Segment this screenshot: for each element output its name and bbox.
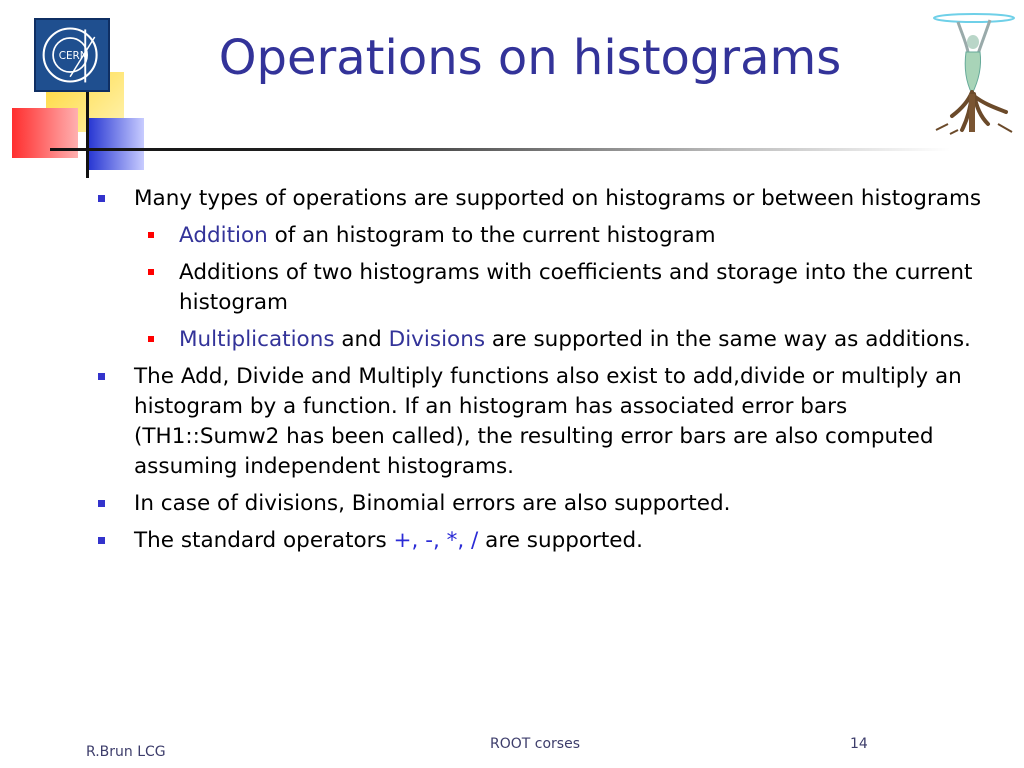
list-item xyxy=(96,258,996,318)
list-item-text: are supported in the same way as additions. xyxy=(485,327,971,352)
list-item-text: In case of divisions, Binomial errors are also supported. xyxy=(134,491,731,516)
cern-logo xyxy=(34,18,110,92)
list-item xyxy=(96,489,996,519)
list-item xyxy=(96,526,996,556)
bullet-square-icon xyxy=(148,232,154,238)
list-item xyxy=(96,362,996,482)
list-item-text: and xyxy=(334,327,389,352)
list-item-text: The standard operators xyxy=(134,528,394,553)
list-item xyxy=(96,184,996,214)
list-item xyxy=(96,221,996,251)
operators-text: +, -, *, / xyxy=(393,528,479,553)
bullet-square-icon xyxy=(98,195,105,202)
list-item-text: Many types of operations are supported on histograms or between histograms xyxy=(134,186,982,211)
highlight-divisions: Divisions xyxy=(388,327,486,352)
deco-blue-square xyxy=(86,118,144,170)
footer-author: R.Brun LCG xyxy=(86,744,166,760)
list-item-text: The Add, Divide and Multiply functions also exist to add,divide or multiply an histogram by a function. If an histogram has associated error bars (TH1::Sumw2 has been called), the resulting error bars are also computed assuming independent histograms. xyxy=(134,364,962,479)
page-number: 14 xyxy=(850,736,868,752)
list-item-text: Additions of two histograms with coefficients and storage into the current histogram xyxy=(179,260,973,315)
bullet-square-icon xyxy=(98,373,105,380)
list-item-text: are supported. xyxy=(478,528,644,553)
list-item xyxy=(96,325,996,355)
page-title: Operations on histograms xyxy=(218,30,842,86)
highlight-addition: Addition xyxy=(179,223,268,248)
bullet-square-icon xyxy=(148,336,154,342)
bullet-square-icon xyxy=(98,500,105,507)
bullet-square-icon xyxy=(98,537,105,544)
bullet-list xyxy=(96,184,996,563)
footer-course: ROOT corses xyxy=(490,736,580,752)
title-divider-line xyxy=(50,148,950,151)
cern-logo-text: CERN xyxy=(58,49,88,62)
bullet-square-icon xyxy=(148,269,154,275)
tree-figure-icon xyxy=(928,12,1018,136)
list-item-text: of an histogram to the current histogram xyxy=(267,223,716,248)
highlight-multiplications: Multiplications xyxy=(179,327,335,352)
